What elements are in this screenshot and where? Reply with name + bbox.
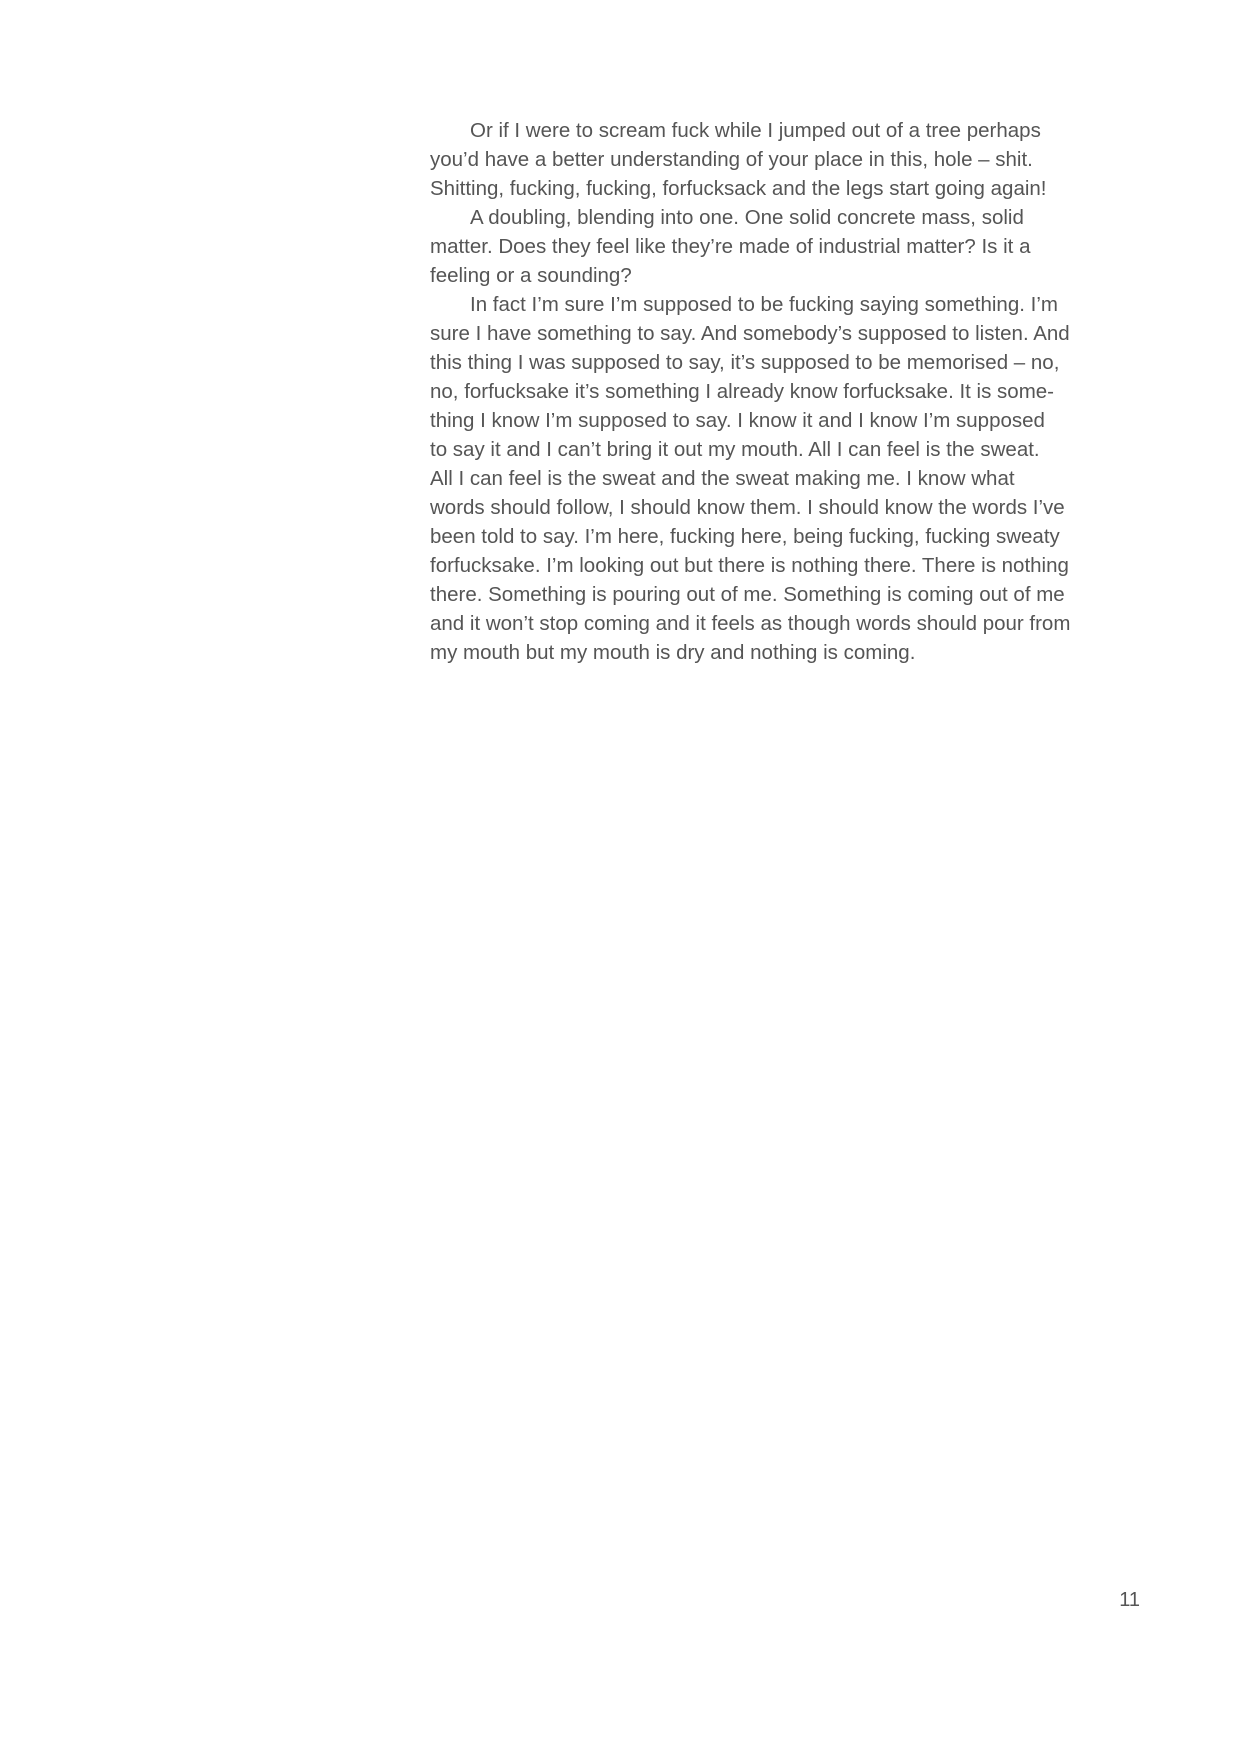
text-line: forfucksake. I’m looking out but there is nothing there. There is nothing [430,554,1069,577]
text-line: words should follow, I should know them. I should know the words I’ve [430,496,1065,519]
text-line: there. Something is pouring out of me. Something is coming out of me [430,583,1065,606]
text-line: Shitting, fucking, fucking, forfucksack and the legs start going again! [430,177,1047,200]
text-line: been told to say. I’m here, fucking here, being fucking, fucking sweaty [430,525,1060,548]
text-line: In fact I’m sure I’m supposed to be fucking saying something. I’m [470,293,1058,316]
paragraph-1 [430,116,1150,203]
page-number: 11 [1119,1589,1140,1611]
text-line: A doubling, blending into one. One solid concrete mass, solid [470,206,1024,229]
text-line: this thing I was supposed to say, it’s supposed to be memorised – no, [430,351,1060,374]
text-line: Or if I were to scream fuck while I jumped out of a tree perhaps [470,119,1041,142]
text-line: and it won’t stop coming and it feels as though words should pour from [430,612,1071,635]
paragraph-2 [430,203,1150,290]
text-line: no, forfucksake it’s something I already know forfucksake. It is some- [430,380,1054,403]
body-text [430,116,1150,667]
text-line: feeling or a sounding? [430,264,632,287]
text-line: sure I have something to say. And somebody’s supposed to listen. And [430,322,1070,345]
text-line: my mouth but my mouth is dry and nothing is coming. [430,641,916,664]
text-line: thing I know I’m supposed to say. I know it and I know I’m supposed [430,409,1045,432]
text-line: matter. Does they feel like they’re made of industrial matter? Is it a [430,235,1031,258]
paragraph-3 [430,290,1150,667]
text-line: All I can feel is the sweat and the sweat making me. I know what [430,467,1015,490]
text-line: you’d have a better understanding of your place in this, hole – shit. [430,148,1033,171]
text-line: to say it and I can’t bring it out my mouth. All I can feel is the sweat. [430,438,1040,461]
